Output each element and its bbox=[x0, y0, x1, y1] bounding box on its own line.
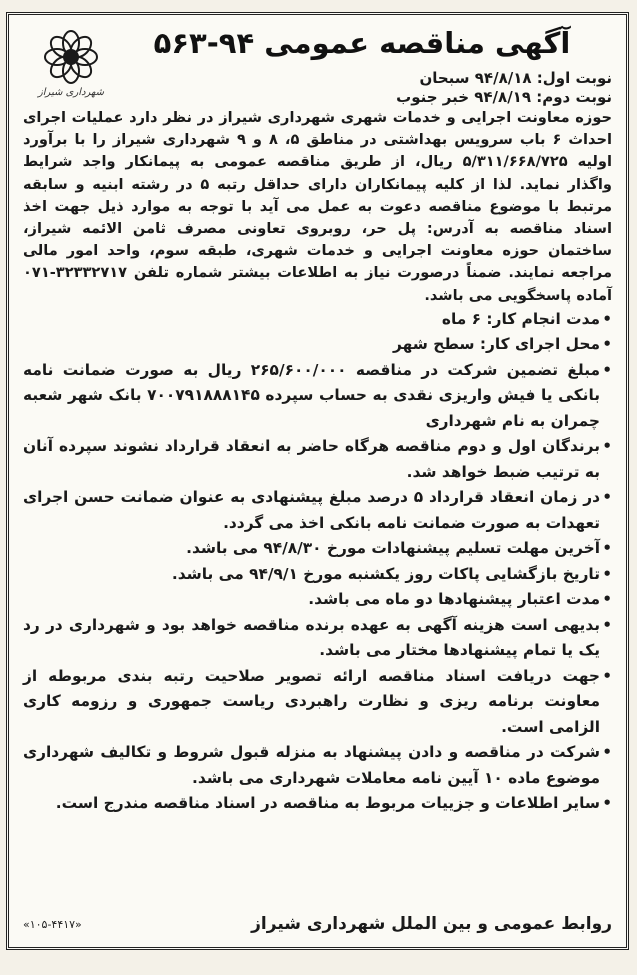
notice-page bbox=[9, 15, 626, 947]
list-item: • جهت دریافت اسناد مناقصه ارائه تصویر صلاحیت رتبه بندی مربوطه از معاونت برنامه ریزی و نظارت راهبردی ریاست جمهوری و رزومه کاری الزامی است. bbox=[23, 664, 612, 741]
flower-logo-icon bbox=[36, 29, 106, 87]
list-item: • بدیهی است هزینه آگهی به عهده برنده مناقصه خواهد بود و شهرداری در رد یک یا تمام پیشنهادها مختار می باشد. bbox=[23, 613, 612, 664]
bullet-icon: • bbox=[602, 437, 612, 456]
bullet-icon: • bbox=[602, 666, 612, 685]
list-item: • مبلغ تضمین شرکت در مناقصه ۲۶۵/۶۰۰/۰۰۰ ریال به صورت ضمانت نامه بانکی یا فیش واریزی نقدی به حساب سپرده ۷۰۰۷۹۱۸۸۸۱۴۵ بانک شهر شعبه چمران به نام شهرداری bbox=[23, 358, 612, 435]
bullet-icon: • bbox=[602, 590, 612, 609]
footer-signature: روابط عمومی و بین الملل شهرداری شیراز bbox=[251, 914, 612, 934]
bullet-icon: • bbox=[602, 564, 612, 583]
bullet-icon: • bbox=[602, 335, 612, 354]
publish-dates bbox=[212, 69, 612, 107]
bullet-icon: • bbox=[602, 615, 612, 634]
bullet-icon: • bbox=[602, 309, 612, 328]
list-item: • سایر اطلاعات و جزییات مربوط به مناقصه در اسناد مناقصه مندرج است. bbox=[23, 791, 612, 817]
publish-second: نوبت دوم: ۹۴/۸/۱۹ خبر جنوب bbox=[396, 88, 612, 106]
notice-frame bbox=[6, 12, 629, 950]
logo-caption: شهرداری شیراز bbox=[37, 87, 105, 98]
notice-title: آگهی مناقصه عمومی ۹۴-۵۶۳ bbox=[153, 26, 571, 60]
list-item: • آخرین مهلت تسلیم پیشنهادات مورخ ۹۴/۸/۳۰ می باشد. bbox=[23, 536, 612, 562]
notice-footer bbox=[23, 909, 612, 939]
list-item: • تاریخ بازگشایی پاکات روز یکشنبه مورخ ۹۴/۹/۱ می باشد. bbox=[23, 562, 612, 588]
list-item: • برندگان اول و دوم مناقصه هرگاه حاضر به انعقاد قرارداد نشوند سپرده آنان به ترتیب ضبط خواهد شد. bbox=[23, 434, 612, 485]
bullet-icon: • bbox=[602, 539, 612, 558]
bullet-icon: • bbox=[602, 488, 612, 507]
list-item: • شرکت در مناقصه و دادن پیشنهاد به منزله قبول شروط و تکالیف شهرداری موضوع ماده ۱۰ آیین نامه معاملات شهرداری می باشد. bbox=[23, 740, 612, 791]
notice-header bbox=[23, 23, 612, 107]
conditions-list bbox=[23, 307, 612, 817]
footer-code: «۱۰۵-۴۴۱۷» bbox=[23, 917, 82, 931]
list-item: • محل اجرای کار: سطح شهر bbox=[23, 332, 612, 358]
bullet-icon: • bbox=[602, 794, 612, 813]
publish-first: نوبت اول: ۹۴/۸/۱۸ سبحان bbox=[419, 69, 612, 87]
list-item: • مدت اعتبار پیشنهادها دو ماه می باشد. bbox=[23, 587, 612, 613]
bullet-icon: • bbox=[602, 743, 612, 762]
municipality-logo bbox=[23, 29, 119, 107]
list-item: • در زمان انعقاد قرارداد ۵ درصد مبلغ پیشنهادی به عنوان ضمانت حسن اجرای تعهدات به صورت ضمانت نامه بانکی اخذ می گردد. bbox=[23, 485, 612, 536]
list-item: • مدت انجام کار: ۶ ماه bbox=[23, 307, 612, 333]
bullet-icon: • bbox=[602, 360, 612, 379]
intro-paragraph: حوزه معاونت اجرایی و خدمات شهری شهرداری شیراز در نظر دارد عملیات اجرای احداث ۶ باب سرویس بهداشتی در مناطق ۵، ۸ و ۹ شهرداری شیراز را با برآورد اولیه ۵/۳۱۱/۶۶۸/۷۲۵ ریال، از طریق مناقصه عمومی به پیمانکار واجد شرایط واگذار نماید. لذا از کلیه پیمانکاران دارای حداقل رتبه ۵ در رشته ابنیه و سابقه مرتبط با موضوع مناقصه دعوت به عمل می آید با توجه به موارد ذیل جهت اخذ اسناد مناقصه به آدرس: پل حر، روبروی تعاونی مصرف ثامن الائمه شیراز، ساختمان حوزه معاونت اجرایی و خدمات شهری، طبقه سوم، واحد امور مالی مراجعه نمایند. ضمناً درصورت نیاز به اطلاعات بیشتر شماره تلفن ۳۲۳۳۲۷۱۷-۰۷۱ آماده پاسخگویی می باشد. bbox=[23, 109, 613, 304]
